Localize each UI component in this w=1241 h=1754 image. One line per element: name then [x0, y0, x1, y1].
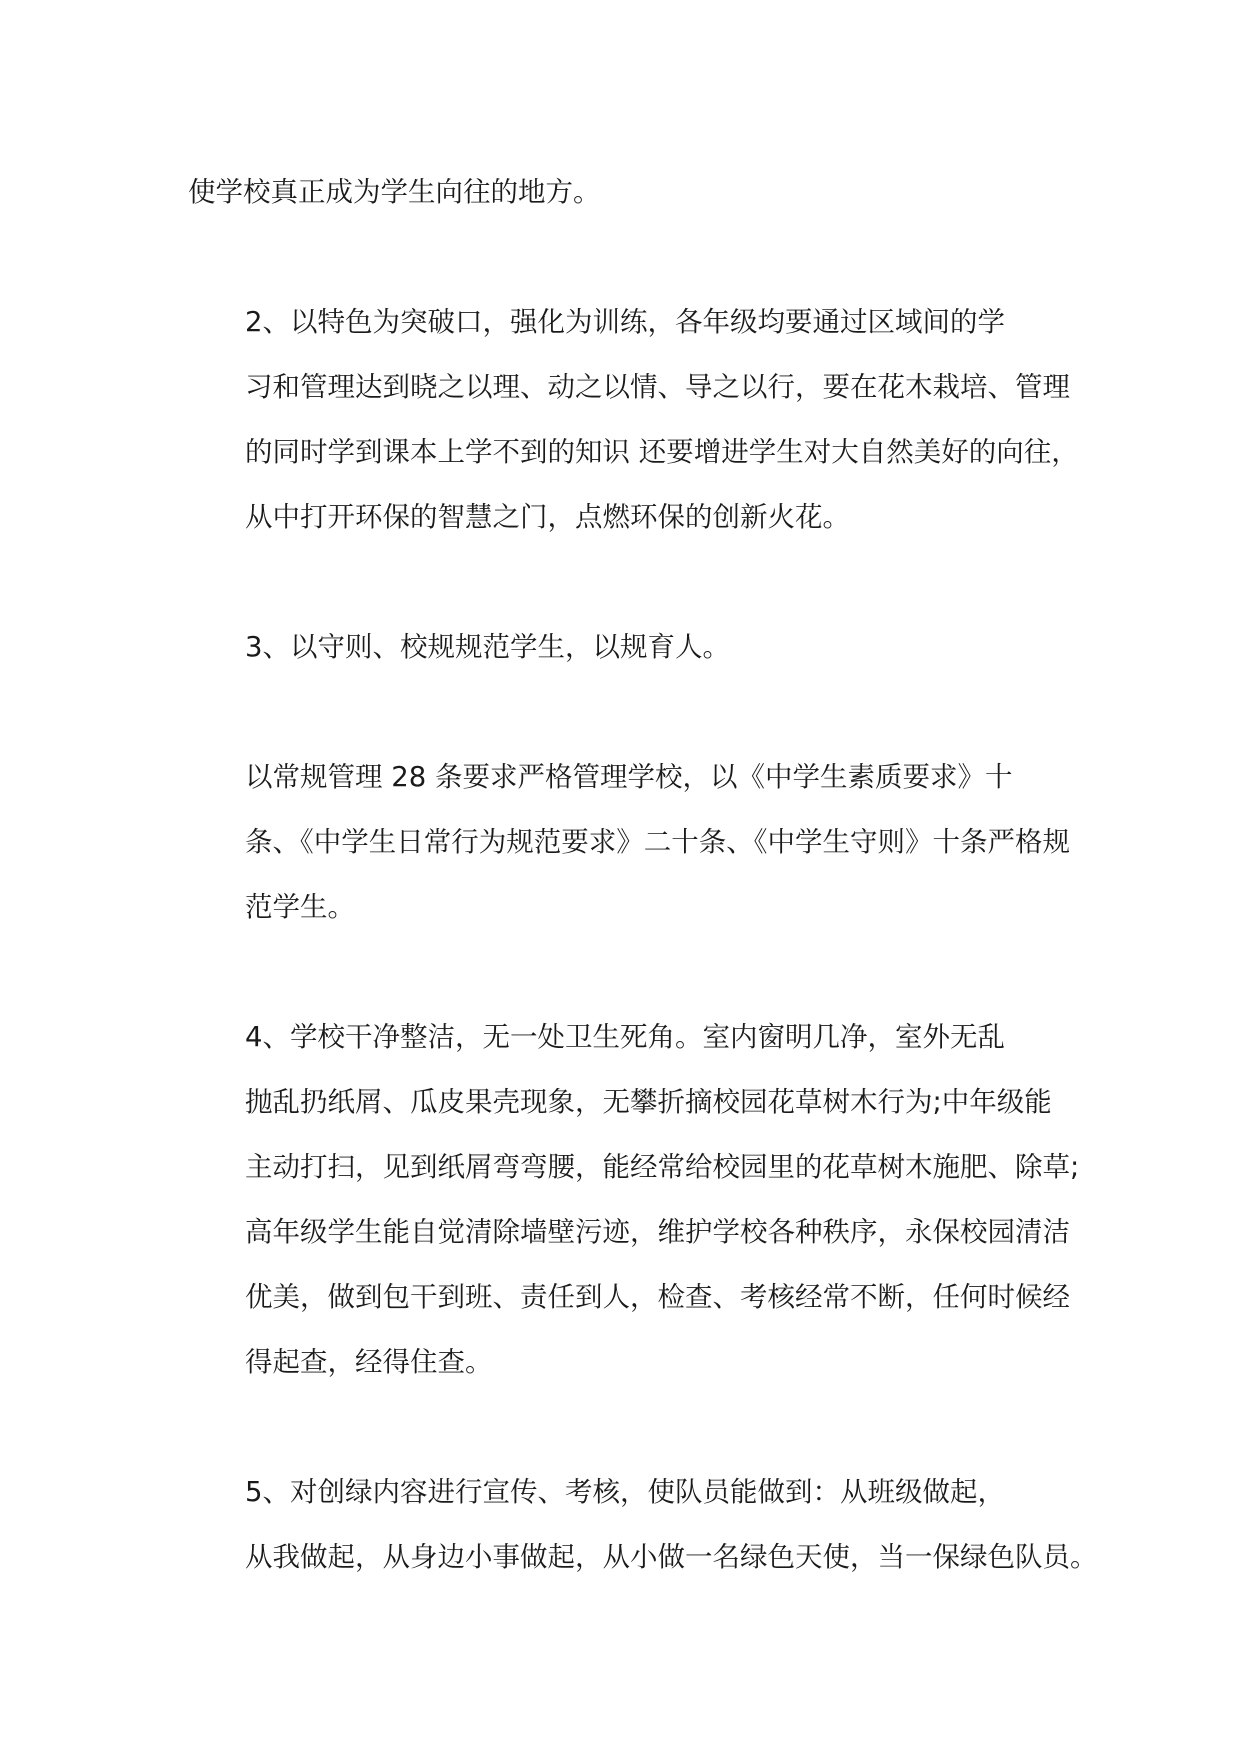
text-line: 主动打扫，见到纸屑弯弯腰，能经常给校园里的花草树木施肥、除草; [245, 1151, 1080, 1183]
text-line: 习和管理达到晓之以理、动之以情、导之以行，要在花木栽培、管理 [245, 371, 1070, 403]
paragraph-continuation [188, 160, 1068, 225]
text-line: 3、以守则、校规规范学生，以规育人。 [245, 631, 730, 663]
paragraph-item-5 [188, 1460, 1098, 1590]
document-body [188, 160, 1098, 1655]
text-line: 范学生。 [245, 891, 355, 923]
text-line: 使学校真正成为学生向往的地方。 [188, 176, 601, 208]
text-line: 条、《中学生日常行为规范要求》二十条、《中学生守则》十条严格规 [245, 826, 1070, 858]
paragraph-item-4 [188, 1005, 1080, 1395]
text-line: 的同时学到课本上学不到的知识 还要增进学生对大自然美好的向往， [245, 436, 1079, 468]
text-line: 4、学校干净整洁，无一处卫生死角。室内窗明几净，室外无乱 [245, 1021, 1005, 1053]
paragraph-item-3 [188, 615, 1068, 680]
text-line: 从我做起，从身边小事做起，从小做一名绿色天使，当一保绿色队员。 [245, 1541, 1098, 1573]
text-line: 以常规管理 28 条要求严格管理学校，以《中学生素质要求》十 [245, 761, 1013, 793]
text-line: 从中打开环保的智慧之门，点燃环保的创新火花。 [245, 501, 850, 533]
text-line: 抛乱扔纸屑、瓜皮果壳现象，无攀折摘校园花草树木行为;中年级能 [245, 1086, 1052, 1118]
paragraph-item-2 [188, 290, 1079, 550]
text-line: 得起查，经得住查。 [245, 1346, 493, 1378]
paragraph-rules [188, 745, 1068, 940]
text-line: 优美，做到包干到班、责任到人，检查、考核经常不断，任何时候经 [245, 1281, 1070, 1313]
text-line: 5、对创绿内容进行宣传、考核，使队员能做到：从班级做起， [245, 1476, 1005, 1508]
text-line: 2、以特色为突破口，强化为训练，各年级均要通过区域间的学 [245, 306, 1005, 338]
text-line: 高年级学生能自觉清除墙壁污迹，维护学校各种秩序，永保校园清洁 [245, 1216, 1070, 1248]
